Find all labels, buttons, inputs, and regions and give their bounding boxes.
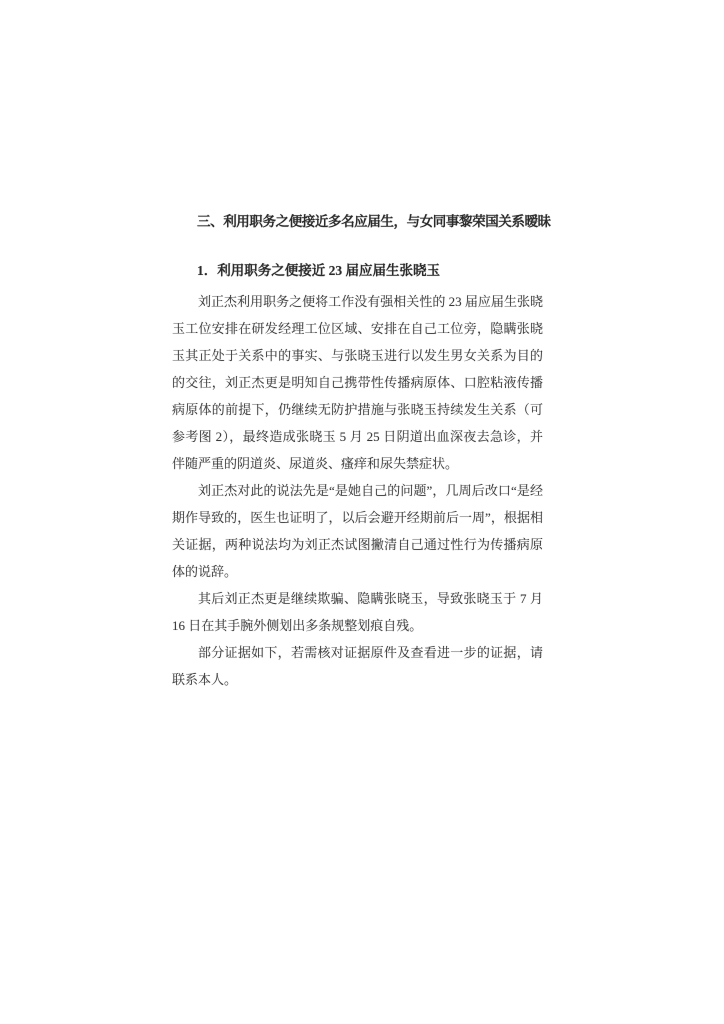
section-heading: 三、利用职务之便接近多名应届生，与女同事黎荣国关系暧昧: [197, 214, 551, 229]
paragraph-3: 其后刘正杰更是继续欺骗、隐瞒张晓玉，导致张晓玉于 7 月 16 日在其手腕外侧划出多条规整划痕自残。: [172, 591, 543, 633]
paragraph-4: 部分证据如下，若需核对证据原件及查看进一步的证据，请联系本人。: [172, 645, 543, 687]
subsection-heading: 1．利用职务之便接近 23 届应届生张晓玉: [197, 263, 440, 278]
paragraph-1: 刘正杰利用职务之便将工作没有强相关性的 23 届应届生张晓玉工位安排在研发经理工位区域、安排在自己工位旁，隐瞒张晓玉其正处于关系中的事实、与张晓玉进行以发生男女关系为目的的交往，刘正杰更是明知自己携带性传播病原体、口腔粘液传播病原体的前提下，仍继续无防护措施与张晓玉持续发生关系（可参考图 2），最终造成张晓玉 5 月 25 日阴道出血深夜去急诊，并伴随严重的阴道炎、尿道炎、瘙痒和尿失禁症状。: [172, 294, 543, 471]
paragraph-2: 刘正杰对此的说法先是“是她自己的问题”，几周后改口“是经期作导致的，医生也证明了，以后会避开经期前后一周”，根据相关证据，两种说法均为刘正杰试图撇清自己通过性行为传播病原体的说辞。: [172, 483, 543, 579]
document-body: [172, 212, 551, 693]
